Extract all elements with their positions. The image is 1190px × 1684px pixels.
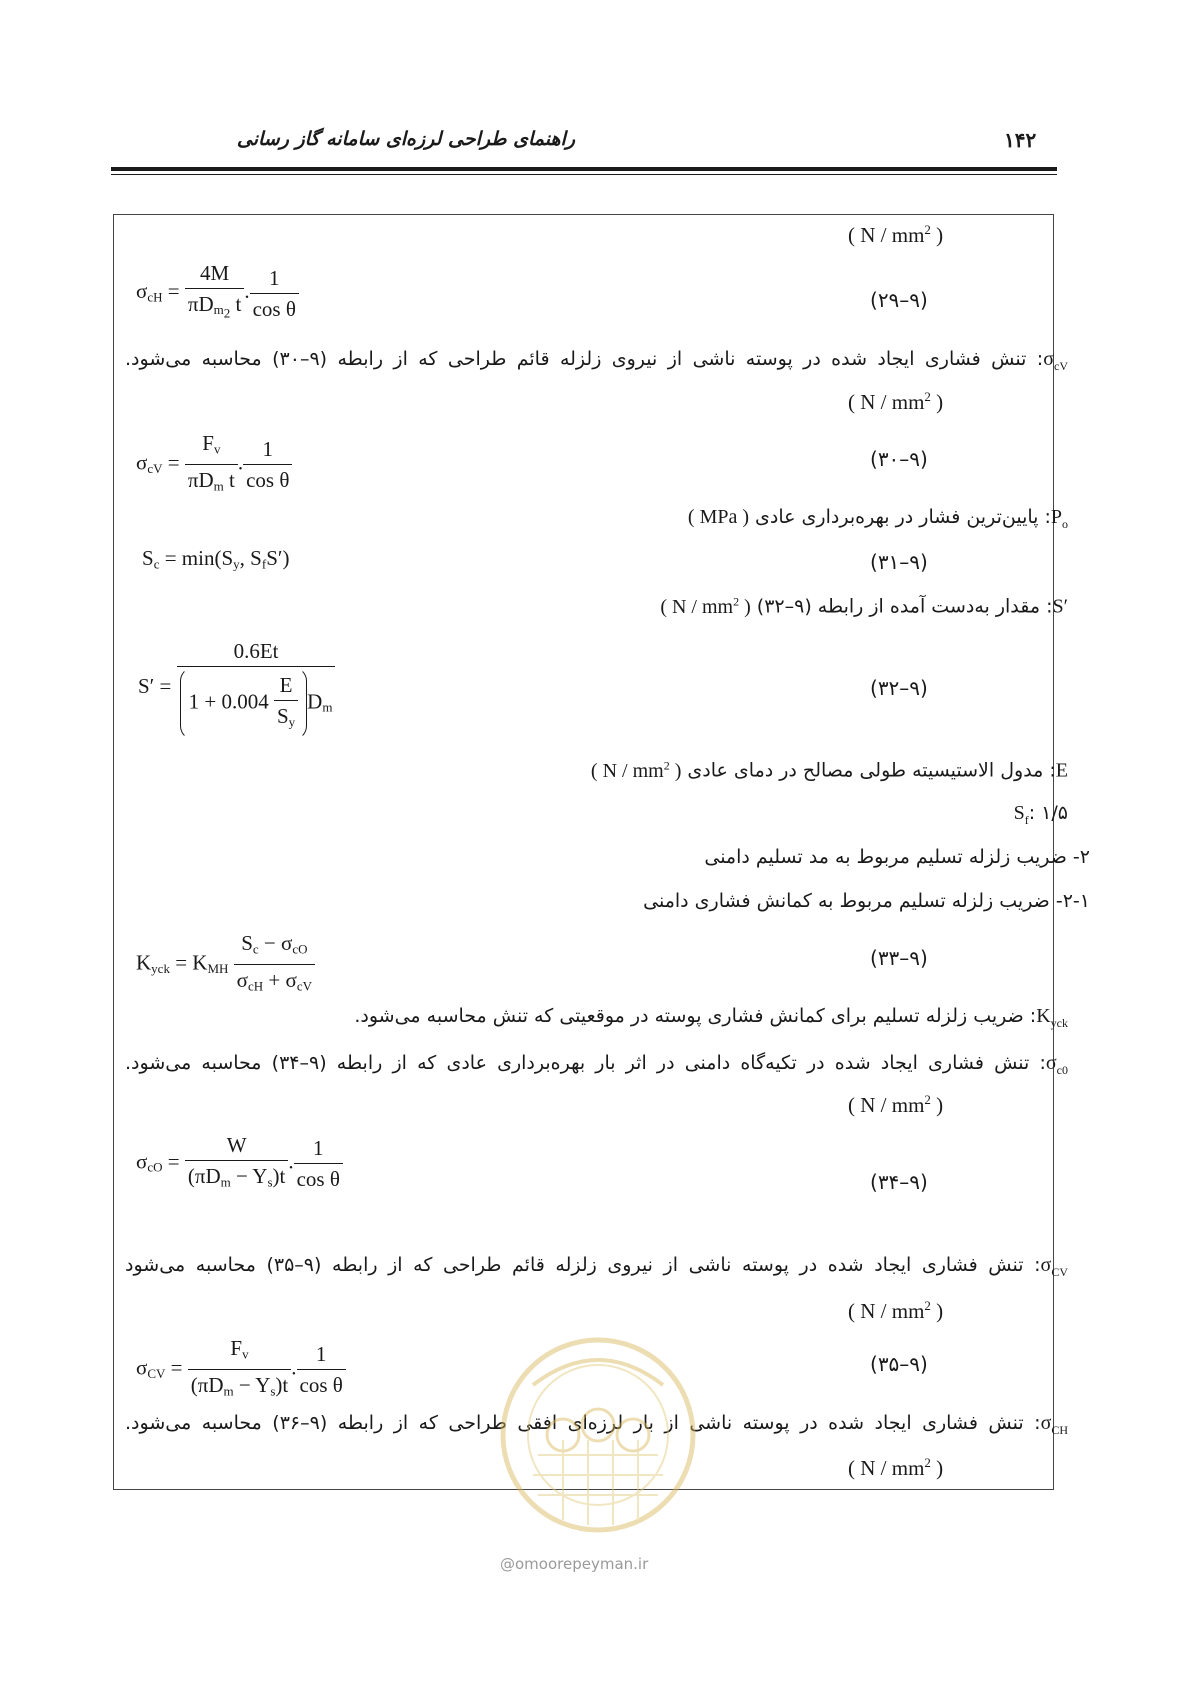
equation-9-30: $\sigma_{cV}$ = $\frac{F_v}{\pi D_m t}$ . $\frac{1}{\text{cos θ}}$ (136, 428, 292, 502)
definition-sigma-cV: $\sigma_{cV}$: تنش فشاری ایجاد شده در پوسته ناشی از نیروی زلزله قائم طراحی که از رابطه (۹–۳۰) محاسبه می‌شود. (125, 348, 1068, 373)
equation-number: (۹–۳۱) (870, 550, 928, 574)
definition-sigma-CH: $\sigma_{CH}$: تنش فشاری ایجاد شده در پوسته ناشی از بار لرزه‌ای افقی طراحی که از رابطه (۹–۳۶) محاسبه می‌شود. (125, 1412, 1069, 1437)
unit-label: ( N / $mm^2$ ) (848, 222, 944, 247)
section-heading-2-1: ۲-۱- ضریب زلزله تسلیم مربوط به کمانش فشاری دامنی (643, 890, 1090, 912)
equation-number: (۹–۳۲) (870, 676, 928, 700)
definition-sigma-c0: $\sigma_{c0}$: تنش فشاری ایجاد شده در تکیه‌گاه دامنی در اثر بار بهره‌برداری عادی که از رابطه (۹–۳۴) محاسبه می‌شود. (125, 1052, 1068, 1077)
definition-Po: $P_o$: پایین‌ترین فشار در بهره‌برداری عادی ( MPa ) (687, 506, 1068, 531)
equation-9-32: S′ = 0.6Et 1 + 0.004 $\frac{E}{S_y}$ $D_m$ (138, 636, 335, 740)
definition-E: E: مدول الاستیسیته طولی مصالح در دمای عادی ( N / $mm^2$ ) (590, 758, 1068, 782)
equation-9-33: $K_{yck} = K_{MH}$ $\frac{S_c - \sigma_{cO}}{\sigma_{cH} + \sigma_{cV}}$ (136, 928, 315, 1002)
equation-9-29: $\sigma_{cH}$ = $\frac{4M}{\pi D_{m_2} t}$ . $\frac{1}{\text{cos θ}}$ (136, 258, 299, 329)
header-rule (111, 167, 1057, 171)
watermark-site: @omoorepeyman.ir (500, 1555, 649, 1573)
equation-9-35: $\sigma_{CV}$ = $\frac{F_v}{(\pi D_m - Y_s)t}$ . $\frac{1}{\text{cos θ}}$ (136, 1333, 346, 1407)
equation-number: (۹–۲۹) (870, 288, 928, 312)
running-header-title: راهنمای طراحی لرزه‌ای سامانه گاز رسانی (236, 128, 575, 150)
definition-Kyck: $K_{yck}$: ضریب زلزله تسلیم برای کمانش فشاری پوسته در موقعیتی که تنش محاسبه می‌شود. (354, 1005, 1068, 1030)
definition-sigma-CV: $\sigma_{CV}$: تنش فشاری ایجاد شده در پوسته ناشی از نیروی زلزله قائم طراحی که از رابطه (۹–۳۵) محاسبه می‌شود (125, 1254, 1068, 1279)
equation-9-34: $\sigma_{cO}$ = $\frac{W}{(\pi D_m - Y_s)t}$ . $\frac{1}{\text{cos θ}}$ (136, 1130, 343, 1197)
header-rule-thin (111, 174, 1057, 175)
unit-label: ( N / $mm^2$ ) (848, 389, 944, 414)
unit-label: ( N / $mm^2$ ) (848, 1298, 944, 1323)
equation-number: (۹–۳۵) (870, 1352, 928, 1376)
equation-number: (۹–۳۳) (870, 946, 928, 970)
page-number: ۱۴۲ (1004, 128, 1037, 152)
equation-number: (۹–۳۴) (870, 1170, 928, 1194)
unit-label: ( N / $mm^2$ ) (848, 1455, 944, 1480)
watermark-seal-icon (493, 1325, 703, 1545)
definition-Sf: $S_f$: ۱/۵ (1013, 802, 1068, 827)
definition-S-prime: S′: مقدار به‌دست آمده از رابطه (۹–۳۲) ( N / $mm^2$ ) (660, 594, 1068, 618)
section-heading-2: ۲- ضریب زلزله تسلیم مربوط به مد تسلیم دامنی (704, 846, 1090, 868)
unit-label: ( N / $mm^2$ ) (848, 1092, 944, 1117)
equation-9-31: $S_c = \min(S_y$, $S_fS'$) (142, 546, 290, 572)
equation-number: (۹–۳۰) (870, 447, 928, 471)
